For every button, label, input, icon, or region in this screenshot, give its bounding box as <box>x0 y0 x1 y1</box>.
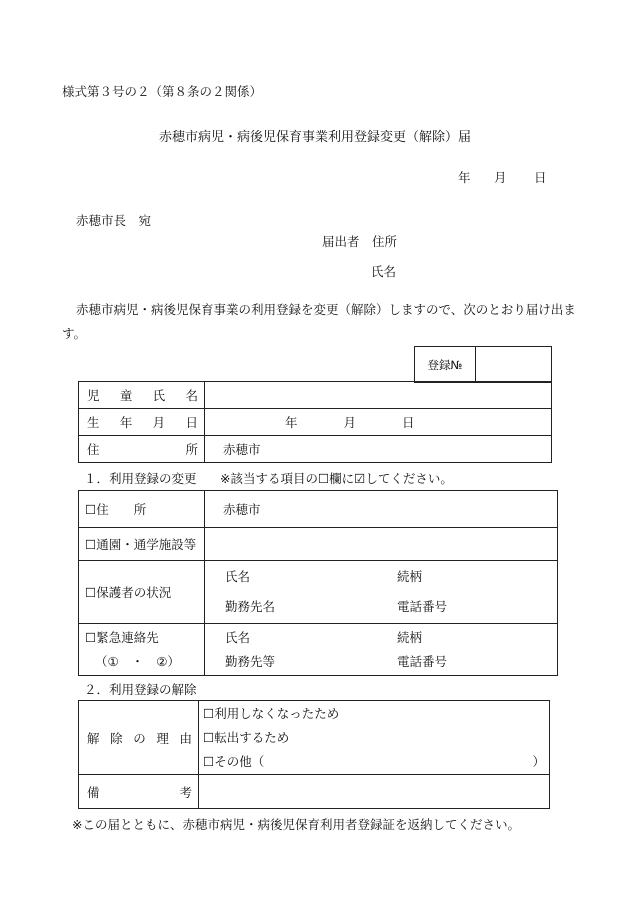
guardian-name-label: 氏名 <box>225 569 251 584</box>
label-char: 備 <box>87 784 100 800</box>
child-name-label <box>79 382 205 409</box>
change-table <box>78 490 558 676</box>
emergency-name-label: 氏名 <box>225 629 251 645</box>
emergency-sub: （① ・ ②） <box>95 653 180 669</box>
guardian-workplace-label: 勤務先名 <box>225 599 276 614</box>
birth-day: 日 <box>402 415 415 430</box>
child-address-value: 赤穂市 <box>223 442 261 457</box>
document-title: 赤穂市病児・病後児保育事業利用登録変更（解除）届 <box>158 130 471 145</box>
label-char: 除 <box>110 730 123 746</box>
guardian-relation-label: 続柄 <box>397 569 423 584</box>
registration-label: 登録№ <box>415 347 476 383</box>
change-guardian-label[interactable]: ☐保護者の状況 <box>79 561 205 624</box>
reason-option-moving-out[interactable]: ☐転出するため <box>203 729 290 745</box>
registration-field[interactable] <box>476 347 552 383</box>
section1-note: ※該当する項目の☐欄に☑してください。 <box>220 471 453 486</box>
section1-heading: １．利用登録の変更 <box>84 471 197 486</box>
label-char: の <box>133 730 146 746</box>
change-emergency-field[interactable] <box>205 624 558 676</box>
date-line <box>458 168 547 186</box>
child-address-field[interactable] <box>205 436 552 463</box>
change-address-field[interactable] <box>205 491 558 528</box>
other-label: ☐その他（ <box>203 753 265 769</box>
body-text: 赤穂市病児・病後児保育事業の利用登録を変更（解除）しますので、次のとおり届け出ます。 <box>62 302 576 341</box>
label-char: 解 <box>87 730 100 746</box>
date-month: 月 <box>494 170 507 185</box>
label-char: 住 <box>87 442 100 457</box>
date-year: 年 <box>458 170 471 185</box>
label-char: 年 <box>119 415 133 430</box>
label-char: 児 <box>87 388 100 403</box>
reason-option-other[interactable] <box>203 750 549 774</box>
label-char: 生 <box>87 415 100 430</box>
label-char: 名 <box>185 388 198 403</box>
label-char: 理 <box>156 730 169 746</box>
birth-year: 年 <box>285 415 298 430</box>
date-day: 日 <box>534 170 547 185</box>
emergency-relation-label: 続柄 <box>397 629 423 645</box>
reason-label <box>79 701 199 775</box>
child-info-table <box>78 381 552 463</box>
emergency-workplace-label: 勤務先等 <box>225 653 276 669</box>
change-school-field[interactable] <box>205 528 558 561</box>
remarks-field[interactable] <box>199 775 550 809</box>
guardian-phone-label: 電話番号 <box>397 599 448 614</box>
remarks-label <box>79 775 199 809</box>
change-address-label[interactable]: ☐住 所 <box>79 491 205 528</box>
change-address-value: 赤穂市 <box>223 502 261 517</box>
label-char: 由 <box>179 730 192 746</box>
reason-options <box>199 701 550 775</box>
label-char: 日 <box>185 415 198 430</box>
section2-heading: ２．利用登録の解除 <box>84 682 197 697</box>
label-char: 童 <box>119 388 133 403</box>
applicant-name-label: 氏名 <box>371 264 397 279</box>
change-guardian-field[interactable] <box>205 561 558 624</box>
birth-month: 月 <box>343 415 357 430</box>
reason-option-no-longer-used[interactable]: ☐利用しなくなったため <box>203 705 340 721</box>
label-char: 考 <box>179 784 192 800</box>
label-char: 月 <box>152 415 166 430</box>
child-name-field[interactable] <box>205 382 552 409</box>
form-number: 様式第３号の２（第８条の２関係） <box>62 84 263 99</box>
label-char: 所 <box>185 442 198 457</box>
applicant-address-label: 届出者 住所 <box>322 234 398 249</box>
child-birth-field[interactable] <box>205 409 552 436</box>
other-close: ） <box>532 753 545 769</box>
registration-box <box>414 346 552 383</box>
change-emergency-label[interactable] <box>79 624 205 676</box>
emergency-phone-label: 電話番号 <box>397 653 448 669</box>
cancellation-table <box>78 700 550 809</box>
child-birth-label <box>79 409 205 436</box>
label-char: 氏 <box>152 388 166 403</box>
addressee: 赤穂市長 宛 <box>76 213 152 228</box>
emergency-label: ☐緊急連絡先 <box>85 629 159 645</box>
child-address-label <box>79 436 205 463</box>
footer-note: ※この届とともに、赤穂市病児・病後児保育利用者登録証を返納してください。 <box>72 817 520 832</box>
change-school-label[interactable]: ☐通園・通学施設等 <box>79 528 205 561</box>
